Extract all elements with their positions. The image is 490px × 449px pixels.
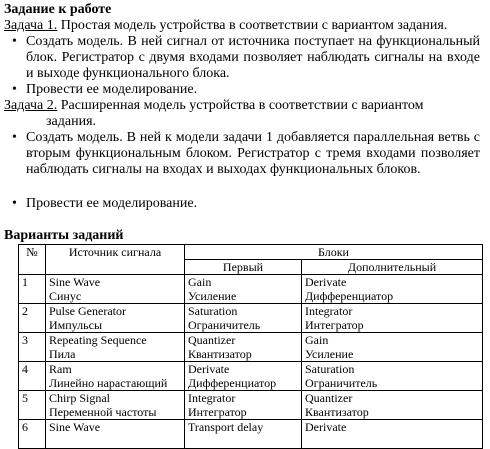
task-2-item-2-text: Провести ее моделирование. bbox=[26, 196, 198, 211]
task-1-item-1-text: Создать модель. В ней сигнал от источника поступает на функциональный блок. Регистратор с двумя входами позволяет наблюдать сигналы на входе и выходе функционального блока. bbox=[26, 34, 480, 81]
cell-additional-line: Интегратор bbox=[305, 318, 364, 332]
assignment-heading: Задание к работе bbox=[4, 2, 112, 17]
cell-source-line: Sine Wave bbox=[49, 275, 101, 289]
cell-first-line: Integrator bbox=[188, 391, 236, 405]
task-1-label: Задача 1. bbox=[4, 18, 58, 33]
cell-additional-line: Дифференциатор bbox=[305, 289, 394, 303]
task-1-text: Простая модель устройства в соответствии с вариантом задания. bbox=[57, 18, 448, 33]
variant-number: 1 bbox=[19, 275, 46, 304]
variant-number: 6 bbox=[19, 420, 46, 449]
variants-heading: Варианты заданий bbox=[4, 228, 124, 243]
cell-additional-line: Усиление bbox=[305, 347, 354, 361]
task-2-text: Расширенная модель устройства в соответствии с вариантом bbox=[57, 98, 424, 113]
cell-source-line bbox=[49, 434, 181, 448]
cell-first-line: Усиление bbox=[188, 289, 237, 303]
table-row bbox=[19, 333, 483, 362]
cell-first bbox=[185, 333, 302, 362]
cell-first-line: Gain bbox=[188, 275, 212, 289]
cell-additional-line: Saturation bbox=[305, 362, 355, 376]
cell-additional-line: Derivate bbox=[305, 275, 347, 289]
variant-number: 5 bbox=[19, 391, 46, 420]
bullet-icon: • bbox=[12, 130, 17, 145]
cell-first-line: Saturation bbox=[188, 304, 238, 318]
cell-source-line: Импульсы bbox=[49, 318, 103, 332]
cell-first-line: Дифференциатор bbox=[188, 376, 277, 390]
cell-additional-line: Квантизатор bbox=[305, 405, 369, 419]
cell-additional bbox=[302, 275, 483, 304]
cell-source bbox=[46, 304, 185, 333]
variant-number: 3 bbox=[19, 333, 46, 362]
table-body bbox=[19, 275, 483, 449]
header-source: Источник сигнала bbox=[46, 245, 185, 275]
cell-first-line: Quantizer bbox=[188, 333, 236, 347]
cell-additional bbox=[302, 304, 483, 333]
table-header-row bbox=[19, 245, 483, 260]
task-1-item-2 bbox=[12, 82, 480, 98]
task-2-item-1-text: Создать модель. В ней к модели задачи 1 добавляется параллельная ветвь с вторым функциональным блоком. Регистратор с тремя входами позволяет наблюдать сигналы на входах и выходах функциональных блоков. bbox=[26, 130, 480, 177]
cell-source-line: Sine Wave bbox=[49, 420, 101, 434]
cell-first bbox=[185, 362, 302, 391]
bullet-icon: • bbox=[12, 82, 17, 97]
cell-first bbox=[185, 275, 302, 304]
cell-additional bbox=[302, 333, 483, 362]
cell-source-line: Chirp Signal bbox=[49, 391, 111, 405]
cell-first bbox=[185, 420, 302, 449]
task-1-item-2-text: Провести ее моделирование. bbox=[26, 82, 198, 97]
variant-number: 4 bbox=[19, 362, 46, 391]
cell-source-line: Пила bbox=[49, 347, 76, 361]
cell-source-line: Синус bbox=[49, 289, 82, 303]
cell-first-line: Квантизатор bbox=[188, 347, 252, 361]
table-row bbox=[19, 362, 483, 391]
cell-first bbox=[185, 304, 302, 333]
cell-source-line: Repeating Sequence bbox=[49, 333, 147, 347]
header-additional: Дополнительный bbox=[302, 260, 483, 275]
cell-first-line: Интегратор bbox=[188, 405, 247, 419]
cell-additional-line: Quantizer bbox=[305, 391, 353, 405]
cell-source-line: Ram bbox=[49, 362, 72, 376]
cell-additional-line: Integrator bbox=[305, 304, 353, 318]
cell-additional bbox=[302, 391, 483, 420]
task-1-title bbox=[4, 18, 486, 34]
variant-number: 2 bbox=[19, 304, 46, 333]
cell-additional-line: Gain bbox=[305, 333, 329, 347]
cell-source-line: Линейно нарастающий bbox=[49, 376, 168, 390]
task-2-title bbox=[4, 98, 486, 114]
cell-additional bbox=[302, 420, 483, 449]
cell-additional-line bbox=[305, 434, 479, 448]
task-2-text-cont: задания. bbox=[46, 114, 97, 129]
cell-additional-line: Derivate bbox=[305, 420, 347, 434]
task-2-item-1 bbox=[12, 130, 480, 178]
cell-source bbox=[46, 362, 185, 391]
cell-source bbox=[46, 275, 185, 304]
table-row bbox=[19, 275, 483, 304]
header-num: № bbox=[19, 245, 46, 275]
cell-additional-line: Ограничитель bbox=[305, 376, 378, 390]
cell-source bbox=[46, 333, 185, 362]
cell-first-line: Ограничитель bbox=[188, 318, 261, 332]
cell-source bbox=[46, 420, 185, 449]
bullet-icon: • bbox=[12, 196, 17, 211]
cell-source-line: Переменной частоты bbox=[49, 405, 157, 419]
bullet-icon: • bbox=[12, 34, 17, 49]
header-first: Первый bbox=[185, 260, 302, 275]
variants-table bbox=[18, 244, 483, 449]
cell-first-line: Transport delay bbox=[188, 420, 264, 434]
task-2-item-2 bbox=[12, 196, 480, 212]
table-row bbox=[19, 420, 483, 449]
table-row bbox=[19, 304, 483, 333]
task-2-label: Задача 2. bbox=[4, 98, 58, 113]
cell-source bbox=[46, 391, 185, 420]
cell-additional bbox=[302, 362, 483, 391]
cell-first bbox=[185, 391, 302, 420]
cell-source-line: Pulse Generator bbox=[49, 304, 126, 318]
cell-first-line bbox=[188, 434, 298, 448]
task-1-item-1 bbox=[12, 34, 480, 82]
table-row bbox=[19, 391, 483, 420]
header-blocks: Блоки bbox=[185, 245, 483, 260]
cell-first-line: Derivate bbox=[188, 362, 230, 376]
